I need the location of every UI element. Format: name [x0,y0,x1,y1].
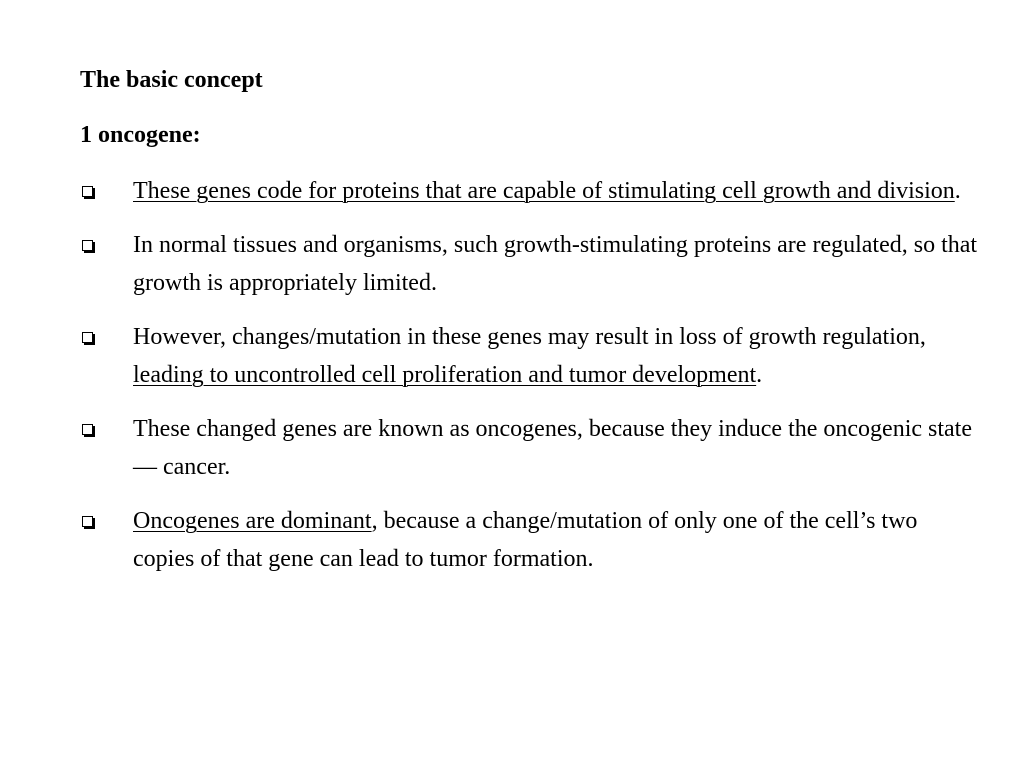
bullet-text: However, changes/mutation in these genes may result in loss of growth regulation, [133,324,926,350]
square-bullet-icon [82,332,93,343]
bullet-text: , because a change/mutation of only one of the cell’s two copies of that gene can lead to tumor formation. [133,508,918,572]
square-bullet-icon [82,516,93,527]
section-heading: 1 oncogene: [80,122,201,148]
bullet-underlined-text: Oncogenes are dominant [133,508,372,534]
bullet-item-4 [80,410,980,486]
bullet-text: . [954,178,961,204]
slide-title: The basic concept [80,67,263,93]
square-bullet-icon [82,424,93,435]
bullet-item-1 [80,172,980,210]
square-bullet-icon [82,186,93,197]
bullet-text: In normal tissues and organisms, such growth-stimulating proteins are regulated, so that growth is appropriately limited. [133,232,978,296]
bullet-item-5 [80,502,980,578]
bullet-list [80,172,980,594]
bullet-item-3 [80,318,980,394]
bullet-underlined-text: leading to uncontrolled cell proliferation and tumor development [133,362,757,388]
bullet-text: . [756,362,763,388]
bullet-item-2 [80,226,980,302]
bullet-underlined-text: These genes code for proteins that are capable of stimulating cell growth and division [133,178,955,204]
square-bullet-icon [82,240,93,251]
bullet-text: These changed genes are known as oncogenes, because they induce the oncogenic state — cancer. [133,416,972,480]
